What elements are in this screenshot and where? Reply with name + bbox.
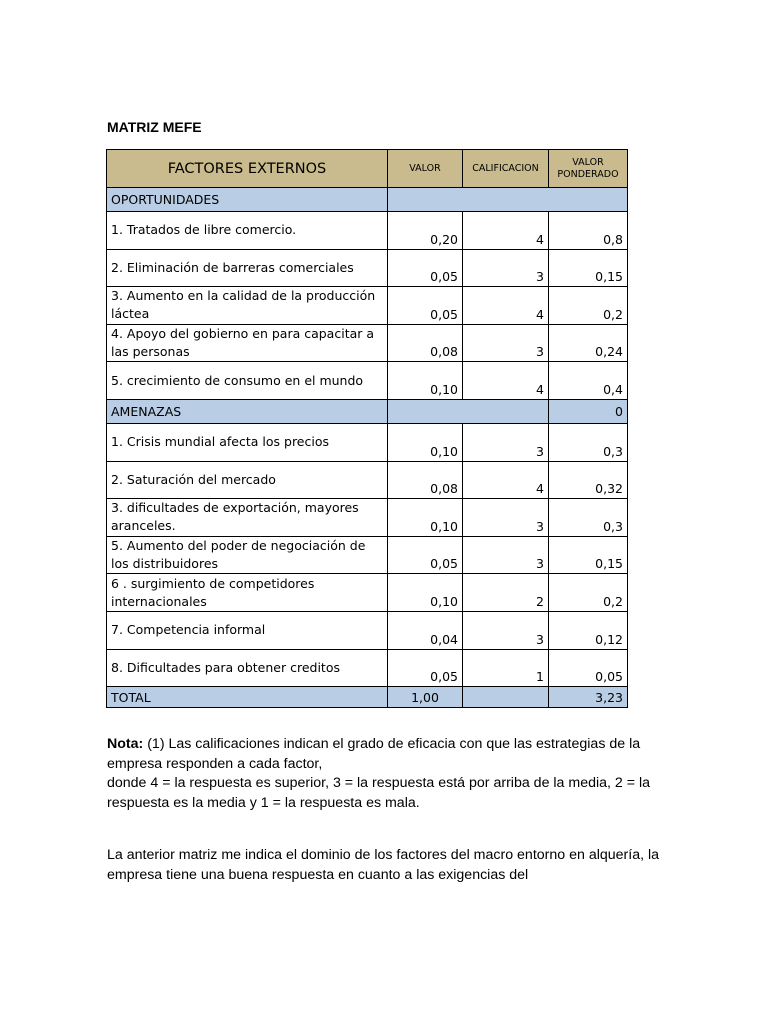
total-row [107,687,628,708]
ponderado-cell: 0,2 [549,574,628,612]
table-row [107,287,628,325]
valor-cell: 0,20 [388,212,463,250]
calificacion-cell: 3 [463,536,549,574]
section-row-amenazas [107,399,628,423]
factor-cell: 1. Crisis mundial afecta los precios [107,423,388,461]
table-row [107,461,628,499]
section-filler [388,399,549,423]
calificacion-cell: 3 [463,324,549,362]
factor-cell: 5. Aumento del poder de negociación de los distribuidores [107,536,388,574]
factor-cell: 6 . surgimiento de competidores internacionales [107,574,388,612]
calificacion-cell: 4 [463,287,549,325]
section-row-oportunidades [107,188,628,212]
page-title: MATRIZ MEFE [107,119,202,135]
ponderado-cell: 0,8 [549,212,628,250]
valor-cell: 0,08 [388,324,463,362]
valor-cell: 0,05 [388,249,463,287]
table-row [107,324,628,362]
section-ponderado: 0 [549,399,628,423]
total-label: TOTAL [107,687,388,708]
factor-cell: 7. Competencia informal [107,611,388,649]
total-ponderado: 3,23 [549,687,628,708]
mefe-table [106,149,628,708]
table-row [107,362,628,400]
note-text: (1) Las calificaciones indican el grado de eficacia con que las estrategias de la empresa responden a cada factor, [107,736,641,772]
valor-cell: 0,05 [388,649,463,687]
table-row [107,611,628,649]
table-row [107,423,628,461]
section-filler [388,188,628,212]
body-paragraph: La anterior matriz me indica el dominio de los factores del macro entorno en alquería, la empresa tiene una buena respuesta en cuanto a las exigencias del [107,847,660,883]
ponderado-cell: 0,2 [549,287,628,325]
ponderado-cell: 0,24 [549,324,628,362]
ponderado-cell: 0,12 [549,611,628,649]
ponderado-cell: 0,15 [549,249,628,287]
valor-cell: 0,08 [388,461,463,499]
ponderado-cell: 0,05 [549,649,628,687]
total-calificacion [463,687,549,708]
calificacion-cell: 1 [463,649,549,687]
valor-cell: 0,05 [388,287,463,325]
valor-cell: 0,10 [388,574,463,612]
calificacion-cell: 3 [463,611,549,649]
header-factores: FACTORES EXTERNOS [107,150,388,188]
valor-cell: 0,10 [388,362,463,400]
factor-cell: 3. Aumento en la calidad de la producción láctea [107,287,388,325]
table-header-row [107,150,628,188]
section-label: OPORTUNIDADES [107,188,388,212]
calificacion-cell: 4 [463,212,549,250]
table-row [107,249,628,287]
factor-cell: 4. Apoyo del gobierno en para capacitar a las personas [107,324,388,362]
header-calificacion: CALIFICACION [463,150,549,188]
section-label: AMENAZAS [107,399,388,423]
table-row [107,536,628,574]
table-row [107,499,628,537]
ponderado-cell: 0,3 [549,499,628,537]
table-row [107,574,628,612]
header-ponderado: VALOR PONDERADO [549,150,628,188]
ponderado-cell: 0,15 [549,536,628,574]
total-valor: 1,00 [388,687,463,708]
factor-cell: 8. Dificultades para obtener creditos [107,649,388,687]
calificacion-cell: 3 [463,499,549,537]
factor-cell: 2. Eliminación de barreras comerciales [107,249,388,287]
factor-cell: 5. crecimiento de consumo en el mundo [107,362,388,400]
table-row [107,212,628,250]
header-valor: VALOR [388,150,463,188]
calificacion-cell: 3 [463,423,549,461]
note-label: Nota: [107,736,144,752]
calificacion-cell: 3 [463,249,549,287]
valor-cell: 0,10 [388,499,463,537]
calificacion-cell: 4 [463,461,549,499]
calificacion-cell: 2 [463,574,549,612]
ponderado-cell: 0,3 [549,423,628,461]
table-row [107,649,628,687]
factor-cell: 2. Saturación del mercado [107,461,388,499]
note-text-2: donde 4 = la respuesta es superior, 3 = la respuesta está por arriba de la media, 2 = la respuesta es la media y 1 = la respuesta es mala. [107,775,651,811]
valor-cell: 0,10 [388,423,463,461]
factor-cell: 3. dificultades de exportación, mayores aranceles. [107,499,388,537]
ponderado-cell: 0,32 [549,461,628,499]
valor-cell: 0,04 [388,611,463,649]
valor-cell: 0,05 [388,536,463,574]
ponderado-cell: 0,4 [549,362,628,400]
factor-cell: 1. Tratados de libre comercio. [107,212,388,250]
calificacion-cell: 4 [463,362,549,400]
note-paragraph [107,735,667,813]
